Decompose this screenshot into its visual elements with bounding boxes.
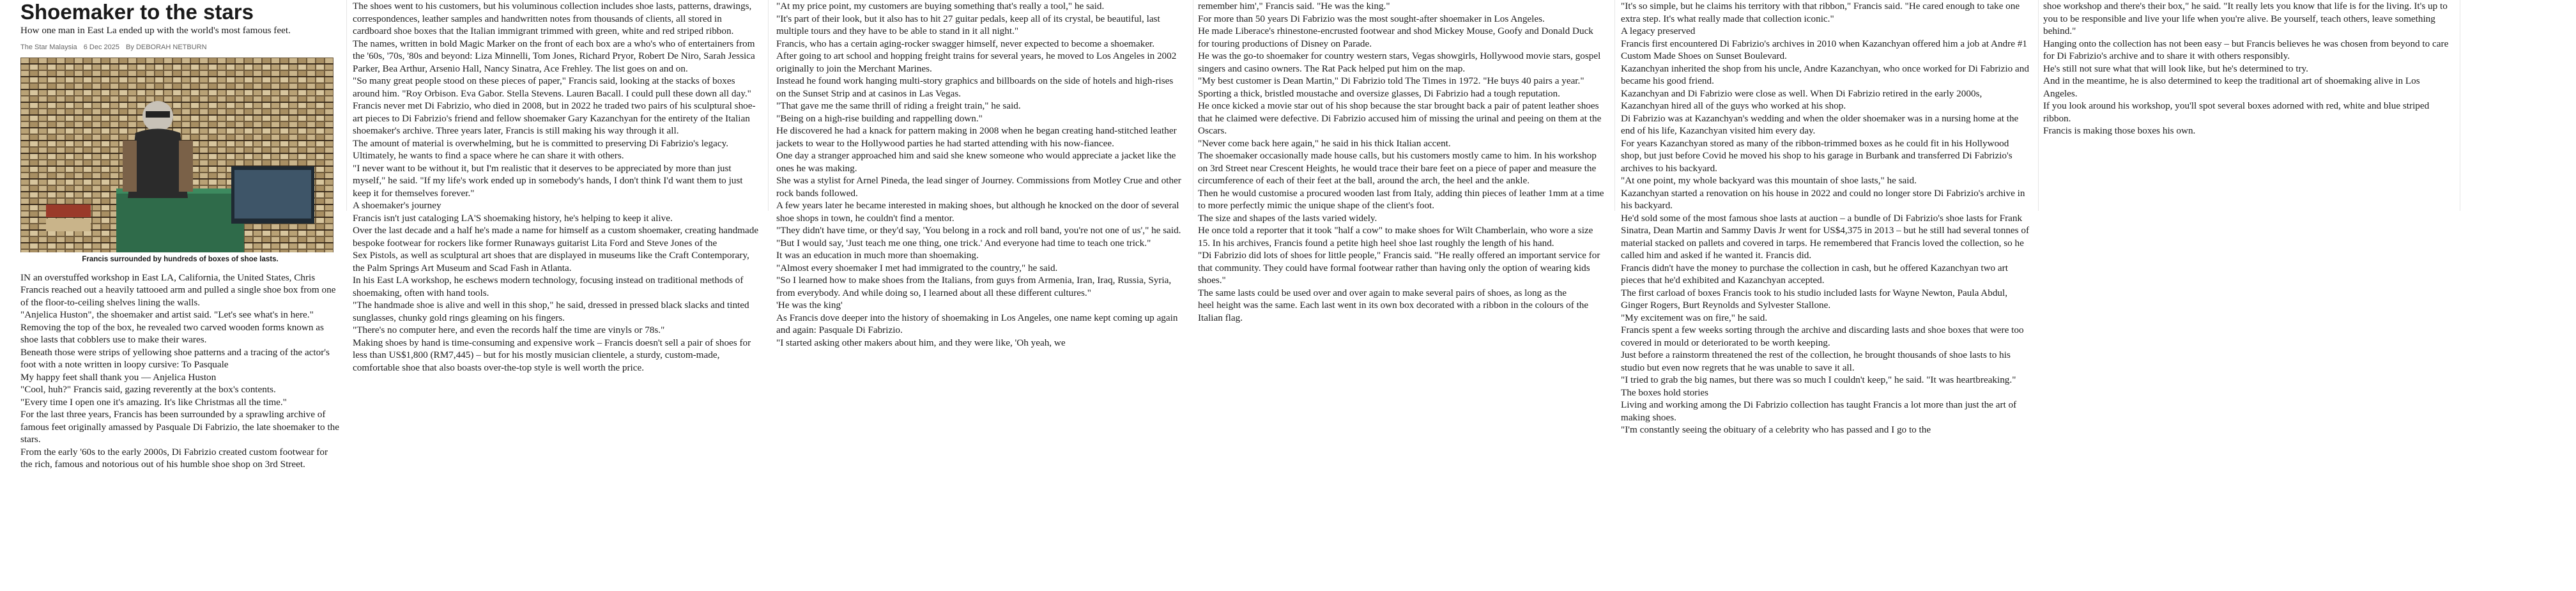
column-6: [2043, 0, 2452, 591]
subheading: A shoemaker's journey: [353, 200, 441, 211]
column-2: [353, 0, 762, 591]
byline-author: By DEBORAH NETBURN: [126, 43, 207, 51]
paragraph: Sex Pistols, as well as sculptural art shoes that are displayed in museums like the Craft Contemporary, the Palm Springs Art Museum and Scad Fash in Atlanta.: [353, 250, 749, 273]
paragraph: He discovered he had a knack for pattern making in 2008 when he began creating hand-stitched leather jackets to wear to the Hollywood parties he had started attending with his now-fiancee.: [776, 125, 1177, 149]
paragraph: Then he would customise a procured wooden last from Italy, adding thin pieces of leather 1mm at a time to more perfectly mimic the unique shape of the client's foot.: [1198, 187, 1604, 211]
paragraph: For years Kazanchyan stored as many of the ribbon-trimmed boxes as he could fit in his Hollywood shop, but just before Covid he moved his shop to his garage in Burbank and transferred Di Fabrizio's archives to his backyard.: [1621, 137, 2012, 174]
paragraph: From the early '60s to the early 2000s, Di Fabrizio created custom footwear for the rich, famous and notorious out of his humble shoe shop on 3rd Street.: [20, 446, 328, 470]
paragraph: And in the meantime, he is also determined to keep the traditional art of shoemaking alive in Los Angeles.: [2043, 75, 2420, 99]
paragraph: As Francis dove deeper into the history of shoemaking in Los Angeles, one name kept coming up again and again: Pasquale Di Fabrizio.: [776, 312, 1178, 335]
paragraph: "I started asking other makers about him, and they were like, 'Oh yeah, we: [776, 337, 1066, 348]
paragraph: Di Fabrizio was at Kazanchyan's wedding and when the older shoemaker was in a nursing home at the end of his life, Kazanchyan visited him every day.: [1621, 112, 2019, 136]
paragraph: "It's so simple, but he claims his territory with that ribbon," Francis said. "He cared enough to take one extra step. It's what really made that collection iconic.": [1621, 1, 2020, 24]
paragraph: The amount of material is overwhelming, but he is committed to preserving Di Fabrizio's legacy.: [353, 137, 729, 149]
paragraph: For the last three years, Francis has been surrounded by a sprawling archive of famous feet originally amassed by Pasquale Di Fabrizio, the late shoemaker to the stars.: [20, 409, 339, 445]
paragraph: Sporting a thick, bristled moustache and oversize glasses, Di Fabrizio had a tough reputation.: [1198, 88, 1560, 99]
paragraph: Hanging onto the collection has not been easy – but Francis believes he was chosen from beyond to care for Di Fabrizio's archive and to share it with others responsibly.: [2043, 38, 2449, 61]
paragraph: Kazanchyan inherited the shop from his uncle, Andre Kazanchyan, who once worked for Di Fabrizio and became his good friend.: [1621, 63, 2029, 86]
paragraph: My happy feet shall thank you — Anjelica Huston: [20, 371, 217, 383]
paragraph: "Being on a high-rise building and rappelling down.": [776, 112, 983, 124]
paragraph: "Cool, huh?" Francis said, gazing reverently at the box's contents.: [20, 384, 276, 395]
column-3: [776, 0, 1185, 591]
byline-date: 6 Dec 2025: [83, 43, 119, 51]
paragraph: "Almost every shoemaker I met had immigrated to the country," he said.: [776, 262, 1058, 273]
paragraph: If you look around his workshop, you'll spot several boxes adorned with red, white and blue striped ribbon.: [2043, 100, 2430, 124]
paragraph: "Every time I open one it's amazing. It's like Christmas all the time.": [20, 396, 287, 408]
column-1: [20, 0, 340, 591]
paragraph: "I tried to grab the big names, but there was so much I couldn't keep," he said. "It was heartbreaking.": [1621, 374, 2016, 385]
paragraph: Francis, who has a certain aging-rocker swagger himself, never expected to become a shoemaker.: [776, 38, 1155, 49]
paragraph: "So I learned how to make shoes from the Italians, from guys from Armenia, Iran, Iraq, Russia, Syria, from everybody. And while doing so, I learned about all these different cultures.": [776, 275, 1172, 298]
subheading: A legacy preserved: [1621, 26, 1696, 36]
paragraph: shoe workshop and there's their box," he said. "It really lets you know that life is for the living. It's up to you to be responsible and live your life when you're alive. Be yourself, teach others, leave something behind.": [2043, 1, 2448, 36]
paragraph: Francis never met Di Fabrizio, who died in 2008, but in 2022 he traded two pairs of his sculptural shoe-art pieces to Di Fabrizio's friend and fellow shoemaker Gary Kazanchyan for the entirety of the Italian shoemaker's archive. Three years later, Francis is still making his way through it all.: [353, 100, 756, 136]
paragraph: "So many great people stood on these pieces of paper," Francis said, looking at the stacks of boxes around him. "Roy Orbison. Eva Gabor. Stella Stevens. Lauren Bacall. I could pull these down all day.": [353, 75, 751, 99]
paragraph: "They didn't have time, or they'd say, 'You belong in a rock and roll band, you're not one of us'," he said.: [776, 225, 1181, 236]
column-divider: [1614, 0, 1615, 211]
paragraph: "Never come back here again," he said in his thick Italian accent.: [1198, 137, 1451, 149]
paragraph: One day a stranger approached him and said she knew someone who would appreciate a jacket like the ones he was making.: [776, 150, 1176, 174]
paragraph: Kazanchyan started a renovation on his house in 2022 and could no longer store Di Fabrizio's archive in his backyard.: [1621, 187, 2025, 211]
column-divider: [768, 0, 769, 211]
paragraph: "It's part of their look, but it also has to hit 27 guitar pedals, keep all of its crystal, be beautiful, last multiple tours and they have to be able to stand in it all night.": [776, 13, 1160, 36]
paragraph: IN an overstuffed workshop in East LA, California, the United States, Chris Francis reached out a heavily tattooed arm and pulled a single shoe box from one of the floor-to-ceiling shelves lining the walls.: [20, 272, 336, 308]
paragraph: Francis is making those boxes his own.: [2043, 125, 2196, 136]
paragraph: "I'm constantly seeing the obituary of a celebrity who has passed and I go to the: [1621, 424, 1931, 435]
byline-source: The Star Malaysia: [20, 43, 77, 51]
paragraph: The shoemaker occasionally made house calls, but his customers mostly came to him. In his workshop on 3rd Street near Crescent Heights, he would trace their bare feet on a piece of paper and measure the circumference of each of their feet at the ball, around the arch, the heel and the ankle.: [1198, 150, 1597, 186]
paragraph: "There's no computer here, and even the records half the time are vinyls or 78s.": [353, 325, 665, 335]
paragraph: Over the last decade and a half he's made a name for himself as a custom shoemaker, creating handmade bespoke footwear for rockers like former Runaways guitarist Lita Ford and Steve Jones of the: [353, 225, 759, 249]
column-1-body: [20, 272, 340, 471]
paragraph: The size and shapes of the lasts varied widely.: [1198, 212, 1377, 224]
workshop-photo: [20, 58, 334, 252]
paragraph: heel height was the same. Each last went in its own box decorated with a ribbon in the colours of the Italian flag.: [1198, 300, 1589, 323]
paragraph: "Di Fabrizio did lots of shoes for little people," Francis said. "He really offered an important service for that community. They could have formal footwear rather than having only the option of wearing kids shoes.": [1198, 250, 1600, 286]
byline: [20, 43, 340, 51]
paragraph: He'd sold some of the most famous shoe lasts at auction – a bundle of Di Fabrizio's shoe lasts for Frank Sinatra, Dean Martin and Sammy Davis Jr went for US$4,375 in 2013 – but he still had several tonnes of material stacked on pallets and covered in tarps. He remembered that Francis loved the collection, so he called him and asked if he wanted it. Francis did.: [1621, 212, 2030, 261]
paragraph: Instead he found work hanging multi-story graphics and billboards on the side of hotels and high-rises on the Sunset Strip and at casinos in Las Vegas.: [776, 75, 1174, 99]
article-subtitle: How one man in East La ended up with the world's most famous feet.: [20, 25, 291, 36]
paragraph: He once told a reporter that it took "half a cow" to make shoes for Wilt Chamberlain, who wore a size 15. In his archives, Francis found a petite high heel shoe last roughly the length of his hand.: [1198, 225, 1593, 249]
paragraph: He once kicked a movie star out of his shop because the star brought back a pair of patent leather shoes that he claimed were defective. Di Fabrizio accused him of missing the urinal and peeing on them at the Oscars.: [1198, 100, 1602, 136]
paragraph: "At one point, my whole backyard was this mountain of shoe lasts," he said.: [1621, 175, 1917, 186]
paragraph: He was the go-to shoemaker for country western stars, Vegas showgirls, Hollywood movie stars, gospel singers and casino owners. The Rat Pack helped put him on the map.: [1198, 50, 1601, 74]
paragraph: "My excitement was on fire," he said.: [1621, 312, 1768, 323]
paragraph: In his East LA workshop, he eschews modern technology, focusing instead on traditional methods of shoemaking, often with hand tools.: [353, 275, 744, 298]
paragraph: The shoes went to his customers, but his voluminous collection includes shoe lasts, patterns, drawings, correspondences, leather samples and handwritten notes from thousands of clients, all stored in cardboard shoe boxes that the Italian immigrant trimmed with green, white and red striped ribbon.: [353, 1, 752, 36]
paragraph: Francis isn't just cataloging LA'S shoemaking history, he's helping to keep it alive.: [353, 212, 673, 224]
paragraph: "That gave me the same thrill of riding a freight train," he said.: [776, 100, 1021, 111]
paragraph: remember him'," Francis said. "He was the king.": [1198, 1, 1390, 12]
paragraph: After going to art school and hopping freight trains for several years, he moved to Los Angeles in 2002 originally to join the Merchant Marines.: [776, 50, 1177, 74]
column-divider: [2038, 0, 2039, 211]
subheading: The boxes hold stories: [1621, 387, 1709, 398]
subheading: 'He was the king': [776, 300, 843, 311]
paragraph: "The handmade shoe is alive and well in this shop," he said, dressed in pressed black slacks and tinted sunglasses, chunky gold rings gleaming on his fingers.: [353, 300, 749, 323]
paragraph: Francis spent a few weeks sorting through the archive and discarding lasts and shoe boxes that were too covered in mould or deteriorated to be worth keeping.: [1621, 325, 2024, 348]
paragraph: Ultimately, he wants to find a space where he can share it with others.: [353, 150, 624, 161]
paragraph: Making shoes by hand is time-consuming and expensive work – Francis doesn't sell a pair of shoes for less than US$1,800 (RM7,445) – but for his mostly musician clientele, a sturdy, custom-made, comfortable shoe that also boasts over-the-top style is well worth the price.: [353, 337, 751, 373]
paragraph: Kazanchyan and Di Fabrizio were close as well. When Di Fabrizio retired in the early 2000s, Kazanchyan hired all of the guys who worked at his shop.: [1621, 88, 1982, 111]
paragraph: He's still not sure what that will look like, but he's determined to try.: [2043, 63, 2308, 74]
paragraph: Beneath those were strips of yellowing shoe patterns and a tracing of the actor's foot with a note written in loopy cursive: To Pasquale: [20, 346, 330, 370]
paragraph: "But I would say, 'Just teach me one thing, one trick.' And everyone had time to teach one trick.": [776, 237, 1151, 249]
paragraph: Francis didn't have the money to purchase the collection in cash, but he offered Kazanchyan two art pieces that he'd exhibited and Kazanchyan accepted.: [1621, 262, 2008, 286]
paragraph: For more than 50 years Di Fabrizio was the most sought-after shoemaker in Los Angeles.: [1198, 13, 1545, 24]
paragraph: He made Liberace's rhinestone-encrusted footwear and shod Mickey Mouse, Goofy and Donald Duck for touring productions of Disney on Parade.: [1198, 26, 1593, 49]
column-divider: [346, 0, 347, 211]
paragraph: "Anjelica Huston", the shoemaker and artist said. "Let's see what's in here.": [20, 309, 314, 320]
paragraph: "I never want to be without it, but I'm realistic that it deserves to be appreciated by more than just myself," he said. "If my life's work ended up in somebody's hands, I don't think I'd want them to just keep it for themselves forever.": [353, 162, 743, 199]
paragraph: "My best customer is Dean Martin," Di Fabrizio told The Times in 1972. "He buys 40 pairs a year.": [1198, 75, 1584, 86]
paragraph: A few years later he became interested in making shoes, but although he knocked on the door of several shoe shops in town, he couldn't find a mentor.: [776, 200, 1179, 224]
article-title: Shoemaker to the stars: [20, 0, 254, 24]
paragraph: "At my price point, my customers are buying something that's really a tool," he said.: [776, 1, 1105, 12]
paragraph: Francis first encountered Di Fabrizio's archives in 2010 when Kazanchyan offered him a job at Andre #1 Custom Made Shoes on Sunset Boulevard.: [1621, 38, 2027, 61]
paragraph: It was an education in much more than shoemaking.: [776, 250, 979, 261]
paragraph: Living and working among the Di Fabrizio collection has taught Francis a lot more than just the art of making shoes.: [1621, 399, 2017, 423]
paragraph: The names, written in bold Magic Marker on the front of each box are a who's who of entertainers from the '60s, '70s, '80s and beyond: Liza Minnelli, Tom Jones, Richard Pryor, Robert De Niro, Sarah Jessica Parker, Bea Arthur, Arsenio Hall, Nancy Sinatra, Ace Frehley. The list goes on and on.: [353, 38, 755, 74]
workshop-photo-illustration: [20, 58, 334, 252]
column-4: [1198, 0, 1607, 591]
paragraph: The first carload of boxes Francis took to his studio included lasts for Wayne Newton, Paula Abdul, Ginger Rogers, Burt Reynolds and Sylvester Stallone.: [1621, 287, 2008, 311]
paragraph: The same lasts could be used over and over again to make several pairs of shoes, as long as the: [1198, 287, 1567, 298]
column-5: [1621, 0, 2030, 591]
paragraph: Just before a rainstorm threatened the rest of the collection, he brought thousands of shoe lasts to his studio but even now regrets that he was unable to save it all.: [1621, 349, 2011, 373]
paragraph: Removing the top of the box, he revealed two carved wooden forms known as shoe lasts that cobblers use to make their wares.: [20, 321, 324, 345]
photo-caption: Francis surrounded by hundreds of boxes of shoe lasts.: [82, 255, 279, 263]
paragraph: She was a stylist for Arnel Pineda, the lead singer of Journey. Commissions from Motley Crue and other rock bands followed.: [776, 175, 1181, 199]
